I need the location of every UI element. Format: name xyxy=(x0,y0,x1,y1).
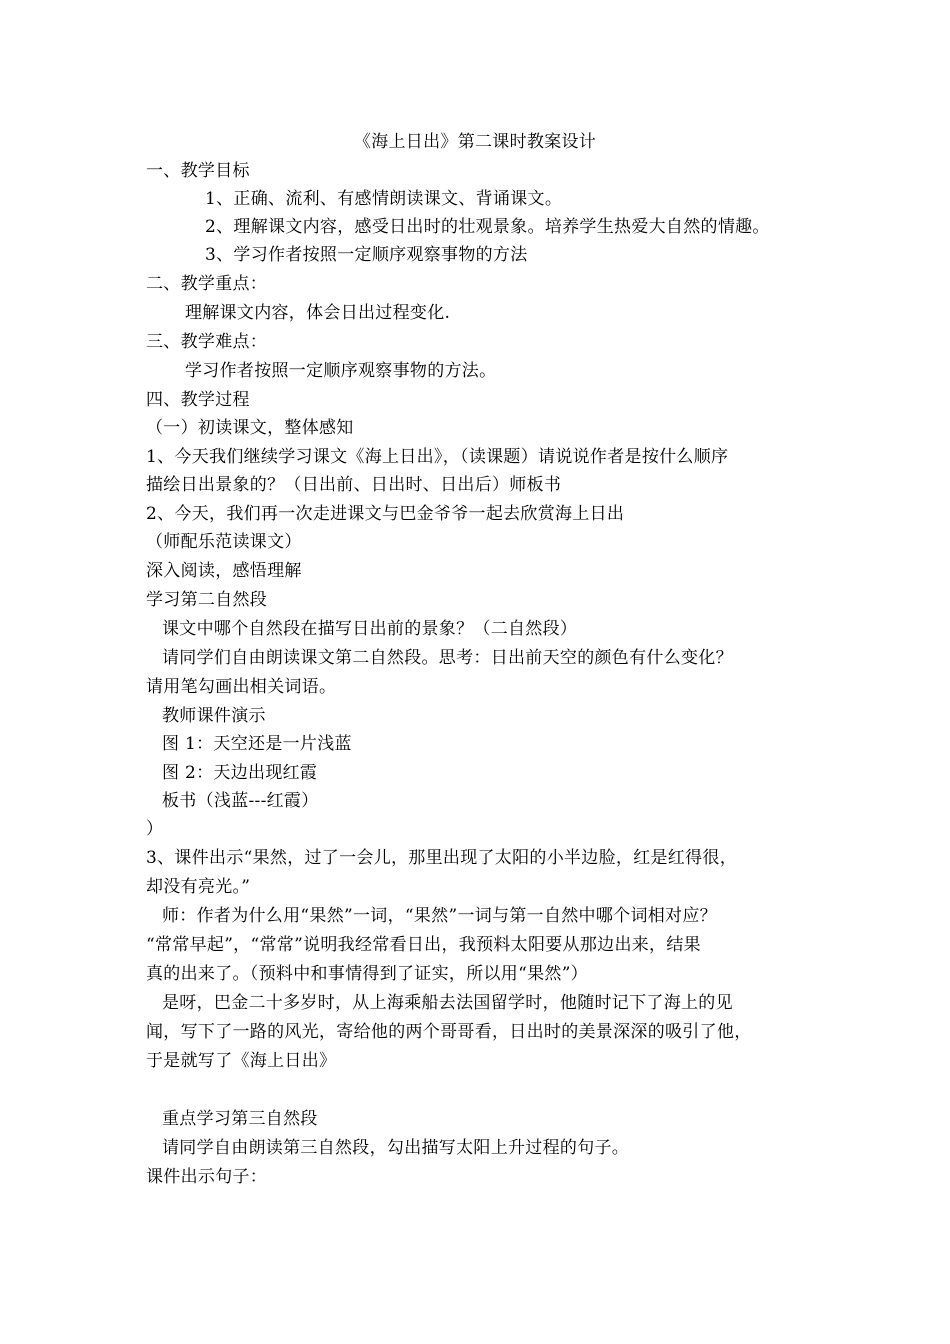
paragraph-line: 是呀，巴金二十多岁时，从上海乘船去法国留学时，他随时记下了海上的见 xyxy=(162,993,733,1013)
paragraph-line: 却没有亮光。” xyxy=(146,877,251,897)
paragraph-line: 于是就写了《海上日出》 xyxy=(146,1051,337,1071)
objective-item-3: 3、学习作者按照一定顺序观察事物的方法 xyxy=(205,245,528,265)
paragraph-line: 课件出示句子： xyxy=(146,1167,268,1187)
objective-item-2: 2、理解课文内容，感受日出时的壮观景象。培养学生热爱大自然的情趣。 xyxy=(205,217,770,237)
paragraph-line: （师配乐范读课文） xyxy=(146,532,302,552)
paragraph-line: 师：作者为什么用“果然”一词，“果然”一词与第一自然中哪个词相对应？ xyxy=(162,906,717,926)
paragraph-line: 学习第二自然段 xyxy=(146,590,268,610)
key-points-text: 理解课文内容，体会日出过程变化. xyxy=(185,303,451,323)
paragraph-line: 课文中哪个自然段在描写日出前的景象？（二自然段） xyxy=(162,619,578,639)
paragraph-line: 真的出来了。（预料中和事情得到了证实，所以用“果然”） xyxy=(146,964,588,984)
paragraph-line: 深入阅读，感悟理解 xyxy=(146,561,302,581)
section-heading-objectives: 一、教学目标 xyxy=(146,161,250,181)
section-heading-difficulties: 三、教学难点： xyxy=(146,332,268,352)
paragraph-line: 教师课件演示 xyxy=(162,706,266,726)
paragraph-line: 描绘日出景象的？（日出前、日出时、日出后）师板书 xyxy=(146,475,562,495)
paragraph-line: 3、课件出示“果然，过了一会儿，那里出现了太阳的小半边脸，红是红得很， xyxy=(146,848,738,868)
paragraph-line: 图 2：天边出现红霞 xyxy=(162,763,318,783)
paragraph-line: 图 1：天空还是一片浅蓝 xyxy=(162,734,352,754)
paragraph-line: 闻，写下了一路的风光，寄给他的两个哥哥看，日出时的美景深深的吸引了他， xyxy=(146,1022,752,1042)
process-subheading-1: （一）初读课文，整体感知 xyxy=(146,418,354,438)
section-heading-key-points: 二、教学重点： xyxy=(146,274,268,294)
paragraph-line: 2、今天，我们再一次走进课文与巴金爷爷一起去欣赏海上日出 xyxy=(146,504,625,524)
section-heading-process: 四、教学过程 xyxy=(146,390,250,410)
document-title: 《海上日出》第二课时教案设计 xyxy=(353,132,597,152)
paragraph-line: “常常早起”，“常常”说明我经常看日出，我预料太阳要从那边出来，结果 xyxy=(146,935,701,955)
paragraph-line: ） xyxy=(146,819,164,839)
paragraph-line: 请用笔勾画出相关词语。 xyxy=(146,677,337,697)
objective-item-1: 1、正确、流利、有感情朗读课文、背诵课文。 xyxy=(205,189,563,209)
paragraph-line: 1、今天我们继续学习课文《海上日出》，（读课题）请说说作者是按什么顺序 xyxy=(146,447,729,467)
paragraph-line: 板书（浅蓝---红霞） xyxy=(162,791,319,811)
difficulties-text: 学习作者按照一定顺序观察事物的方法。 xyxy=(185,361,497,381)
paragraph-line: 重点学习第三自然段 xyxy=(162,1109,318,1129)
paragraph-line: 请同学自由朗读第三自然段，勾出描写太阳上升过程的句子。 xyxy=(162,1138,630,1158)
paragraph-line: 请同学们自由朗读课文第二自然段。思考：日出前天空的颜色有什么变化？ xyxy=(162,648,733,668)
